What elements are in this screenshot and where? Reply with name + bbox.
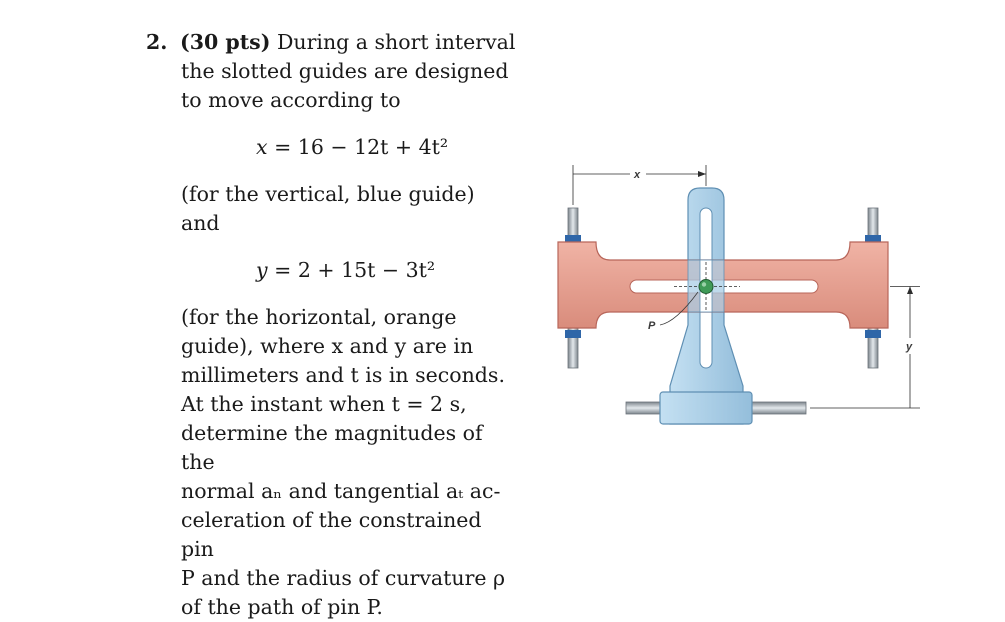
equation-y	[146, 256, 516, 285]
pin-p-highlight	[702, 282, 706, 286]
body-line-7: celeration of the constrained pin	[181, 508, 482, 561]
label-y: y	[906, 341, 913, 353]
left-rod-collar-bottom	[565, 330, 581, 338]
y-dimension-arrow	[907, 287, 913, 295]
body-line-9: of the path of pin P.	[181, 595, 383, 619]
problem-points: (30 pts)	[180, 30, 271, 54]
label-x: x	[634, 169, 641, 181]
body-line-2: guide), where x and y are in	[181, 334, 474, 358]
mid-text: (for the vertical, blue guide) and	[181, 182, 475, 235]
right-rod-collar-bottom	[865, 330, 881, 338]
pin-p	[699, 280, 713, 294]
label-p: P	[648, 320, 656, 332]
body-line-1: (for the horizontal, orange	[181, 305, 457, 329]
equation-y-rhs: = 2 + 15t − 3t²	[274, 258, 436, 282]
slotted-guides-figure	[548, 150, 928, 450]
body-line-4: At the instant when t = 2 s,	[181, 392, 467, 416]
problem-number: 2.	[146, 30, 168, 54]
intro-line-2: the slotted guides are designed	[181, 59, 509, 83]
equation-x	[146, 133, 516, 162]
body-line-3: millimeters and t is in seconds.	[181, 363, 505, 387]
body-line-6: normal aₙ and tangential aₜ ac-	[181, 479, 501, 503]
equation-x-rhs: = 16 − 12t + 4t²	[274, 135, 449, 159]
problem-statement	[146, 28, 516, 622]
blue-guide-base	[660, 392, 752, 424]
equation-y-lhs: y	[256, 258, 268, 282]
intro-line-1: During a short interval	[276, 30, 516, 54]
figure-svg	[548, 150, 928, 450]
equation-x-lhs: x	[256, 135, 268, 159]
x-dimension-arrow	[698, 171, 706, 177]
intro-line-3: to move according to	[181, 88, 401, 112]
body-line-5: determine the magnitudes of the	[181, 421, 483, 474]
body-line-8: P and the radius of curvature ρ	[181, 566, 506, 590]
problem-line	[146, 28, 516, 57]
